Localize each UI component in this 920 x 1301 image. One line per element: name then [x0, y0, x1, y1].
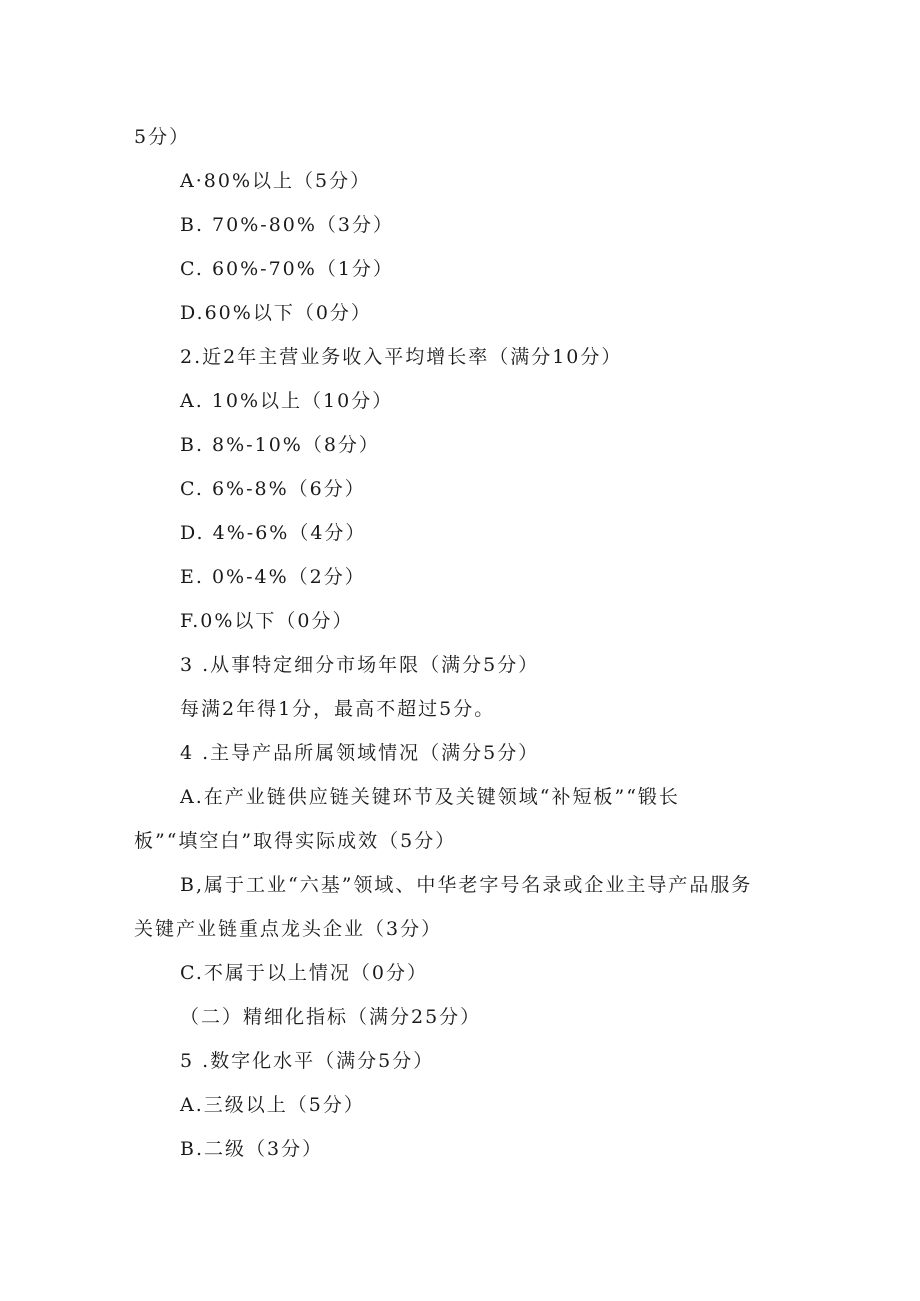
text-line-20: C.不属于以上情况（0分）	[180, 962, 428, 984]
text-line-13: 3 .从事特定细分市场年限（满分5分）	[180, 654, 540, 676]
text-line-10: D. 4%-6%（4分）	[180, 522, 367, 544]
text-line-16: A.在产业链供应链关键环节及关键领域“补短板”“锻长	[180, 786, 680, 808]
text-line-5: D.60%以下（0分）	[180, 302, 372, 324]
text-line-1: 5分）	[134, 126, 191, 148]
text-line-8: B. 8%-10%（8分）	[180, 434, 380, 456]
text-line-2: A·80%以上（5分）	[180, 170, 372, 192]
text-line-3: B. 70%-80%（3分）	[180, 214, 395, 236]
text-line-18: B,属于工业“六基”领域、中华老字号名录或企业主导产品服务	[180, 874, 753, 896]
text-line-4: C. 60%-70%（1分）	[180, 258, 394, 280]
text-line-22: 5 .数字化水平（满分5分）	[180, 1050, 435, 1072]
text-line-19: 关键产业链重点龙头企业（3分）	[134, 918, 443, 940]
text-line-7: A. 10%以上（10分）	[180, 390, 394, 412]
text-line-15: 4 .主导产品所属领域情况（满分5分）	[180, 742, 540, 764]
text-line-17: 板”“填空白”取得实际成效（5分）	[134, 830, 457, 852]
text-line-23: A.三级以上（5分）	[180, 1094, 365, 1116]
text-line-9: C. 6%-8%（6分）	[180, 478, 366, 500]
text-line-11: E. 0%-4%（2分）	[180, 566, 366, 588]
text-line-14: 每满2年得1分，最高不超过5分。	[180, 698, 496, 720]
text-line-12: F.0%以下（0分）	[180, 610, 354, 632]
text-line-6: 2.近2年主营业务收入平均增长率（满分10分）	[180, 346, 623, 368]
text-line-21: （二）精细化指标（满分25分）	[180, 1006, 482, 1028]
text-line-24: B.二级（3分）	[180, 1138, 324, 1160]
